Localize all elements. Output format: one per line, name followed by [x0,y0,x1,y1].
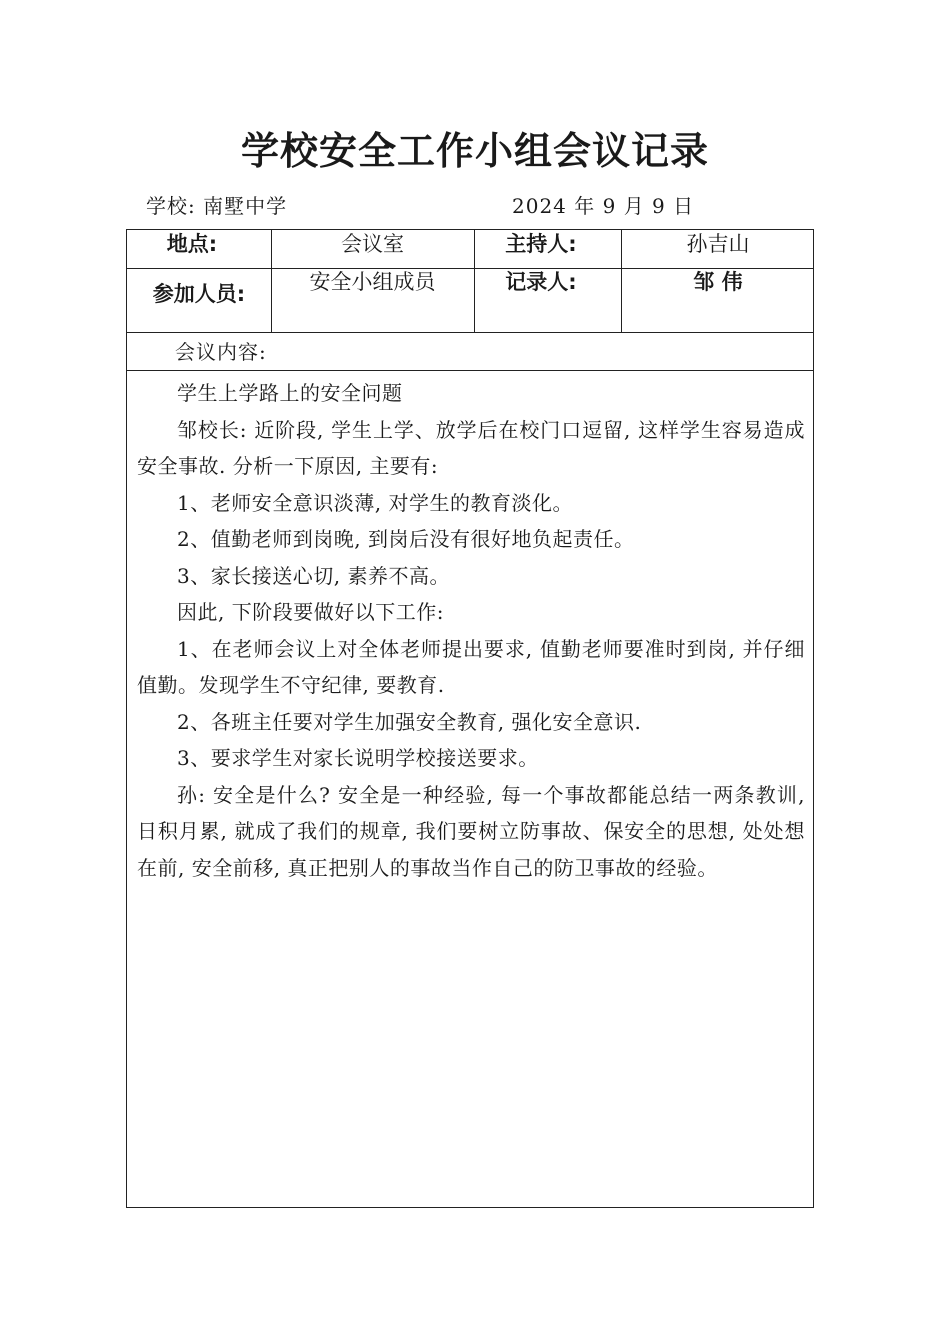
table-divider [127,332,813,333]
content-label: 会议内容: [175,340,267,364]
host-value: 孙吉山 [686,232,750,256]
document-title: 学校安全工作小组会议记录 [240,129,709,173]
attendees-label: 参加人员: [152,282,246,306]
location-label: 地点: [166,232,218,256]
recorder-value: 邹 伟 [693,270,743,294]
attendees-value: 安全小组成员 [309,270,436,294]
meeting-date: 2024 年 9 月 9 日 [512,194,695,218]
content-paragraph: 邹校长: 近阶段, 学生上学、放学后在校门口逗留, 这样学生容易造成安全事故. 分析一下原因, 主要有: [137,417,805,478]
content-paragraph: 2、值勤老师到岗晚, 到岗后没有很好地负起责任。 [177,527,635,551]
meeting-record-table [126,229,814,1208]
content-paragraph: 1、在老师会议上对全体老师提出要求, 值勤老师要准时到岗, 并仔细值勤。发现学生不守纪律, 要教育. [137,636,805,697]
table-divider [127,370,813,371]
content-paragraph: 3、家长接送心切, 素养不高。 [177,563,450,588]
location-value: 会议室 [341,232,404,256]
content-paragraph: 1、老师安全意识淡薄, 对学生的教育淡化。 [177,490,573,515]
recorder-label: 记录人: [505,270,577,294]
content-paragraph: 2、各班主任要对学生加强安全教育, 强化安全意识. [177,709,642,734]
host-label: 主持人: [505,232,577,256]
content-paragraph: 孙: 安全是什么? 安全是一种经验, 每一个事故都能总结一两条教训, 日积月累, 就成了我们的规章, 我们要树立防事故、保安全的思想, 处处想在前, 安全前移, 真正把别人的事故当作自己的防卫事故的经验。 [137,782,805,880]
meeting-content [137,375,805,886]
school-name: 学校: 南墅中学 [146,194,288,218]
content-paragraph: 因此, 下阶段要做好以下工作: [177,600,444,624]
content-paragraph: 3、要求学生对家长说明学校接送要求。 [177,746,539,770]
content-paragraph: 学生上学路上的安全问题 [177,381,403,405]
